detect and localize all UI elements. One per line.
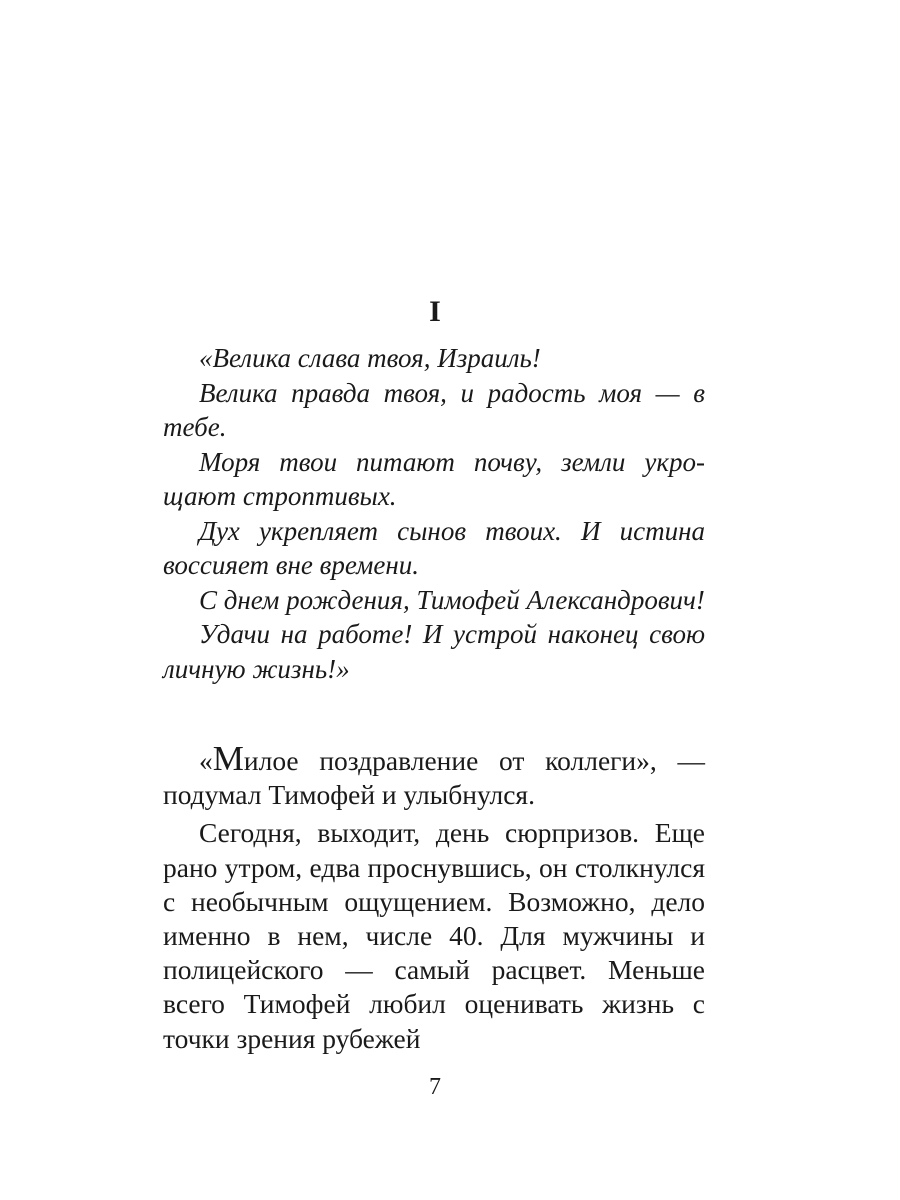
epigraph-line: С днем рождения, Тимофей Александрович! (199, 584, 705, 615)
page-number: 7 (429, 1074, 441, 1100)
body-paragraph: Сегодня, выходит, день сюрпризов. Еще рано утром, едва проснувшись, он столкнулся с необычным ощущением. Возможно, дело именно в нем, числе 40. Для мужчины и полицейского — самый расцвет. Меньше всего Тимофей любил оценивать жизнь с точки зрения рубежей (163, 817, 705, 1054)
epigraph-line: «Велика слава твоя, Израиль! (199, 343, 541, 373)
epigraph-line: Удачи на работе! И устрой наконец свою личную жизнь!» (163, 619, 705, 684)
epigraph (163, 341, 705, 686)
open-quote: « (199, 745, 213, 776)
epigraph-line: Дух укрепляет сынов твоих. И истина воссияет вне времени. (163, 515, 705, 580)
initial-letter: М (212, 739, 244, 778)
body-paragraph (163, 739, 705, 812)
body-text (163, 739, 705, 1056)
paragraph-text: илое поздравление от коллеги», — подумал Тимофей и улыбнулся. (163, 745, 705, 811)
epigraph-line: Моря твои питают почву, земли укрощают строптивых. (163, 446, 705, 511)
epigraph-line: Велика правда твоя, и радость моя — в тебе. (163, 377, 705, 442)
chapter-number: I (429, 295, 441, 328)
